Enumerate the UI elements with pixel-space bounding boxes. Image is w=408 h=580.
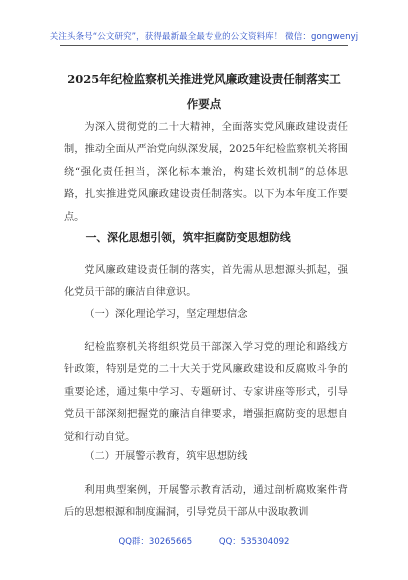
intro-paragraph: 为深入贯彻党的二十大精神，全面落实党风廉政建设责任制，推动全面从严治党向纵深发展，2025年纪检监察机关将围绕“强化责任担当，深化标本兼治，构建长效机制”的总体思路，扎实推进党风廉政建设责任制落实。以下为本年度工作要点。 — [64, 122, 348, 223]
header-divider — [60, 45, 348, 46]
section1-paragraph: 党风廉政建设责任制的落实，首先需从思想源头抓起，强化党员干部的廉洁自律意识。 — [64, 265, 348, 299]
subsection1-paragraph: 纪检监察机关将组织党员干部深入学习党的理论和路线方针政策，特别是党的二十大关于党风廉政建设和反腐败斗争的重要论述，通过集中学习、专题研讨、专家讲座等形式，引导党员干部深刻把握党的廉洁自律要求，增强拒腐防变的思想自觉和行动自觉。 — [64, 342, 348, 443]
footer-qq: QQ：535304092 — [218, 537, 290, 547]
subsection-heading-1: （一）深化理论学习，坚定理想信念 — [84, 309, 248, 320]
section-heading-1: 一、深化思想引领，筑牢拒腐防变思想防线 — [85, 231, 291, 244]
subsection-heading-2: （二）开展警示教育，筑牢思想防线 — [84, 451, 248, 462]
footer-contact — [0, 535, 408, 547]
document-title: 2025年纪检监察机关推进党风廉政建设责任制落实工作要点 — [67, 72, 341, 111]
footer-qq-group: QQ群：30265665 — [118, 537, 193, 547]
header-note: 关注头条号“公文研究”，获得最新最全最专业的公文资料库！ 微信：gongwenyj — [49, 32, 359, 42]
subsection2-paragraph: 利用典型案例，开展警示教育活动，通过剖析腐败案件背后的思想根源和制度漏洞，引导党员干部从中汲取教训 — [64, 485, 348, 519]
